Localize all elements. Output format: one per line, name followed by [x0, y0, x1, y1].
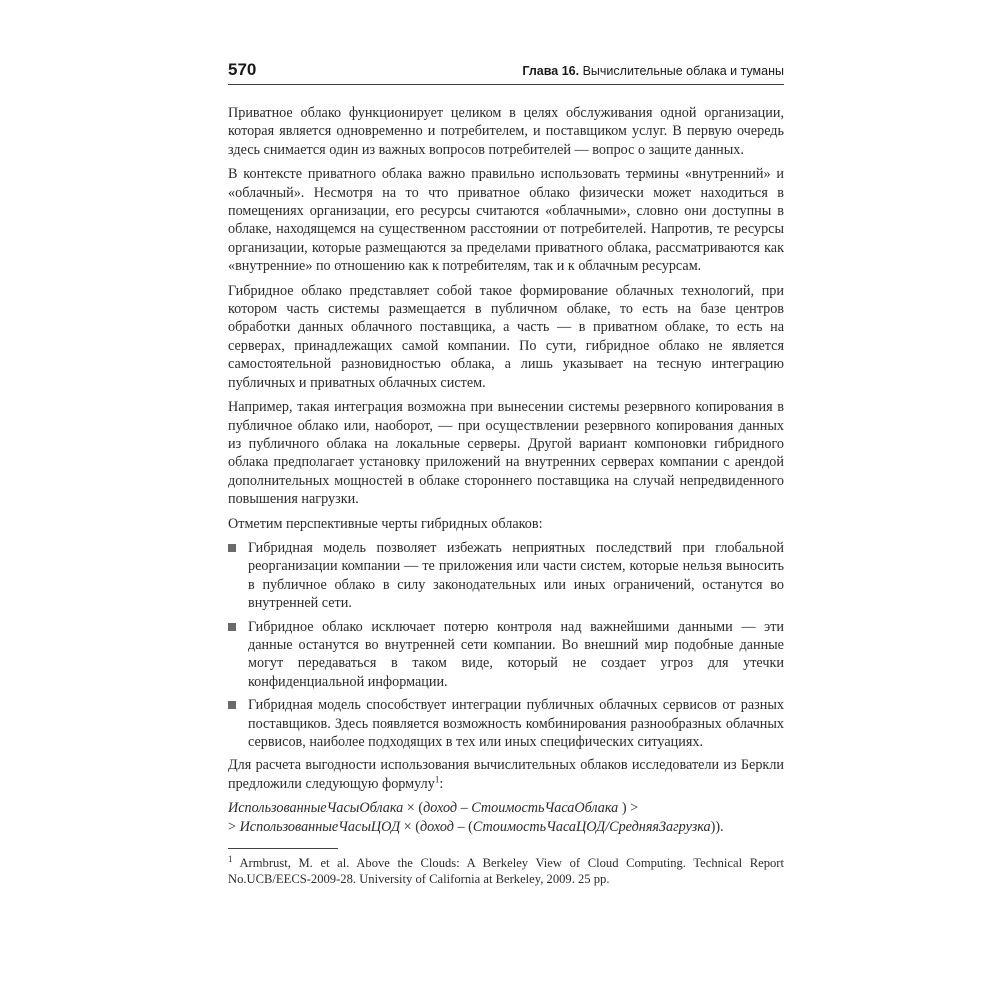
header-rule [228, 84, 784, 85]
formula-operator: ) > [618, 800, 639, 817]
formula-term: СтоимостьЧасаЦОД/СредняяЗагрузка [472, 818, 711, 835]
chapter-label: Глава 16. [522, 64, 580, 78]
paragraph: Приватное облако функционирует целиком в целях обслуживания одной организации, которая является одновременно и потребителем, и поставщиком услуг. В первую очередь здесь снимается один из важных вопросов потребителей — вопрос о защите данных. [228, 105, 784, 158]
bullet-item [228, 618, 784, 692]
bullet-item [228, 696, 784, 751]
bullet-text: Гибридная модель позволяет избежать неприятных последствий при глобальной реорганизации компании — те приложения или части систем, которые нельзя выносить в публичное облако в силу законодательных или иных ограничений, останутся во внутренней сети. [248, 539, 784, 612]
footnote [228, 855, 784, 887]
formula-operator: – ( [453, 818, 473, 835]
closing-colon: : [439, 775, 444, 792]
footnote-text: Armbrust, M. et al. Above the Clouds: A Berkeley View of Cloud Computing. Technical Report No.UCB/EECS-2009-28. University of California at Berkeley, 2009. 25 pp. [228, 856, 784, 887]
paragraph: В контексте приватного облака важно правильно использовать термины «внутренний» и «облачный». Несмотря на то что приватное облако физически может находиться в помещениях организации, его ресурсы считаются «облачными», словно они доступны в облаке, находящемся на существенном расстоянии от потребителей. Напротив, те ресурсы организации, которые размещаются за пределами приватного облака, рассматриваются как «внутренние» по отношению как к потребителям, так и к облачным ресурсам. [228, 166, 784, 275]
paragraph: Например, такая интеграция возможна при вынесении системы резервного копирования в публичное облако или, наоборот, — при осуществлении резервного копирования данных из публичного облака на локальные серверы. Другой вариант компоновки гибридного облака предполагает установку приложений на внутренних серверах компании с арендой дополнительных мощностей в облаке стороннего поставщика на случай непредвиденного повышения нагрузки. [228, 399, 784, 508]
square-bullet-icon [228, 701, 236, 709]
paragraph: Отметим перспективные черты гибридных облаков: [228, 515, 543, 532]
formula-operator: × ( [400, 818, 420, 835]
footnote-rule [228, 848, 338, 849]
formula-term: доход [419, 818, 454, 835]
formula-operator: – [457, 800, 472, 817]
square-bullet-icon [228, 623, 236, 631]
footnote-marker: 1 [228, 853, 233, 864]
page-number: 570 [228, 60, 257, 79]
book-page [228, 60, 784, 893]
formula-line-1 [228, 799, 784, 817]
bullet-list [228, 539, 784, 751]
formula-operator: × ( [403, 800, 424, 817]
formula-line-2 [228, 818, 784, 836]
square-bullet-icon [228, 544, 236, 552]
page-header [228, 60, 784, 86]
formula-term: доход [423, 800, 458, 817]
running-head [522, 64, 784, 78]
formula-operator: )). [710, 818, 724, 835]
formula-term: ИспользованныеЧасыОблака [228, 800, 404, 817]
page-body [228, 104, 784, 887]
bullet-text: Гибридная модель способствует интеграции публичных облачных сервисов от разных поставщиков. Здесь появляется возможность комбинирования разнообразных облачных сервисов, наиболее подходящих в тех или иных специфических ситуациях. [248, 697, 784, 750]
chapter-title: Вычислительные облака и туманы [582, 64, 784, 78]
formula-term: ИспользованныеЧасыЦОД [239, 818, 401, 835]
closing-text: Для расчета выгодности использования вычислительных облаков исследователи из Беркли предложили следующую формулу [228, 757, 784, 792]
paragraph: Гибридное облако представляет собой такое формирование облачных технологий, при котором часть системы размещается в публичном облаке, то есть на базе центров обработки данных облачного поставщика, а часть — в приватном облаке, то есть на серверах, принадлежащих самой компании. По сути, гибридное облако не является самостоятельной разновидностью облака, а лишь указывает на тесную интеграцию публичных и приватных облачных систем. [228, 282, 784, 391]
formula-operator: > [228, 818, 240, 835]
closing-paragraph [228, 756, 784, 793]
bullet-text: Гибридное облако исключает потерю контроля над важнейшими данными — эти данные останутся во внутренней сети компании. Во внешний мир подобные данные могут передаваться в таком виде, который не создает угроз для утечки конфиденциальной информации. [248, 618, 784, 690]
bullet-item [228, 539, 784, 613]
footnote-reference[interactable]: 1 [434, 774, 440, 785]
formula-term: СтоимостьЧасаОблака [471, 800, 619, 817]
